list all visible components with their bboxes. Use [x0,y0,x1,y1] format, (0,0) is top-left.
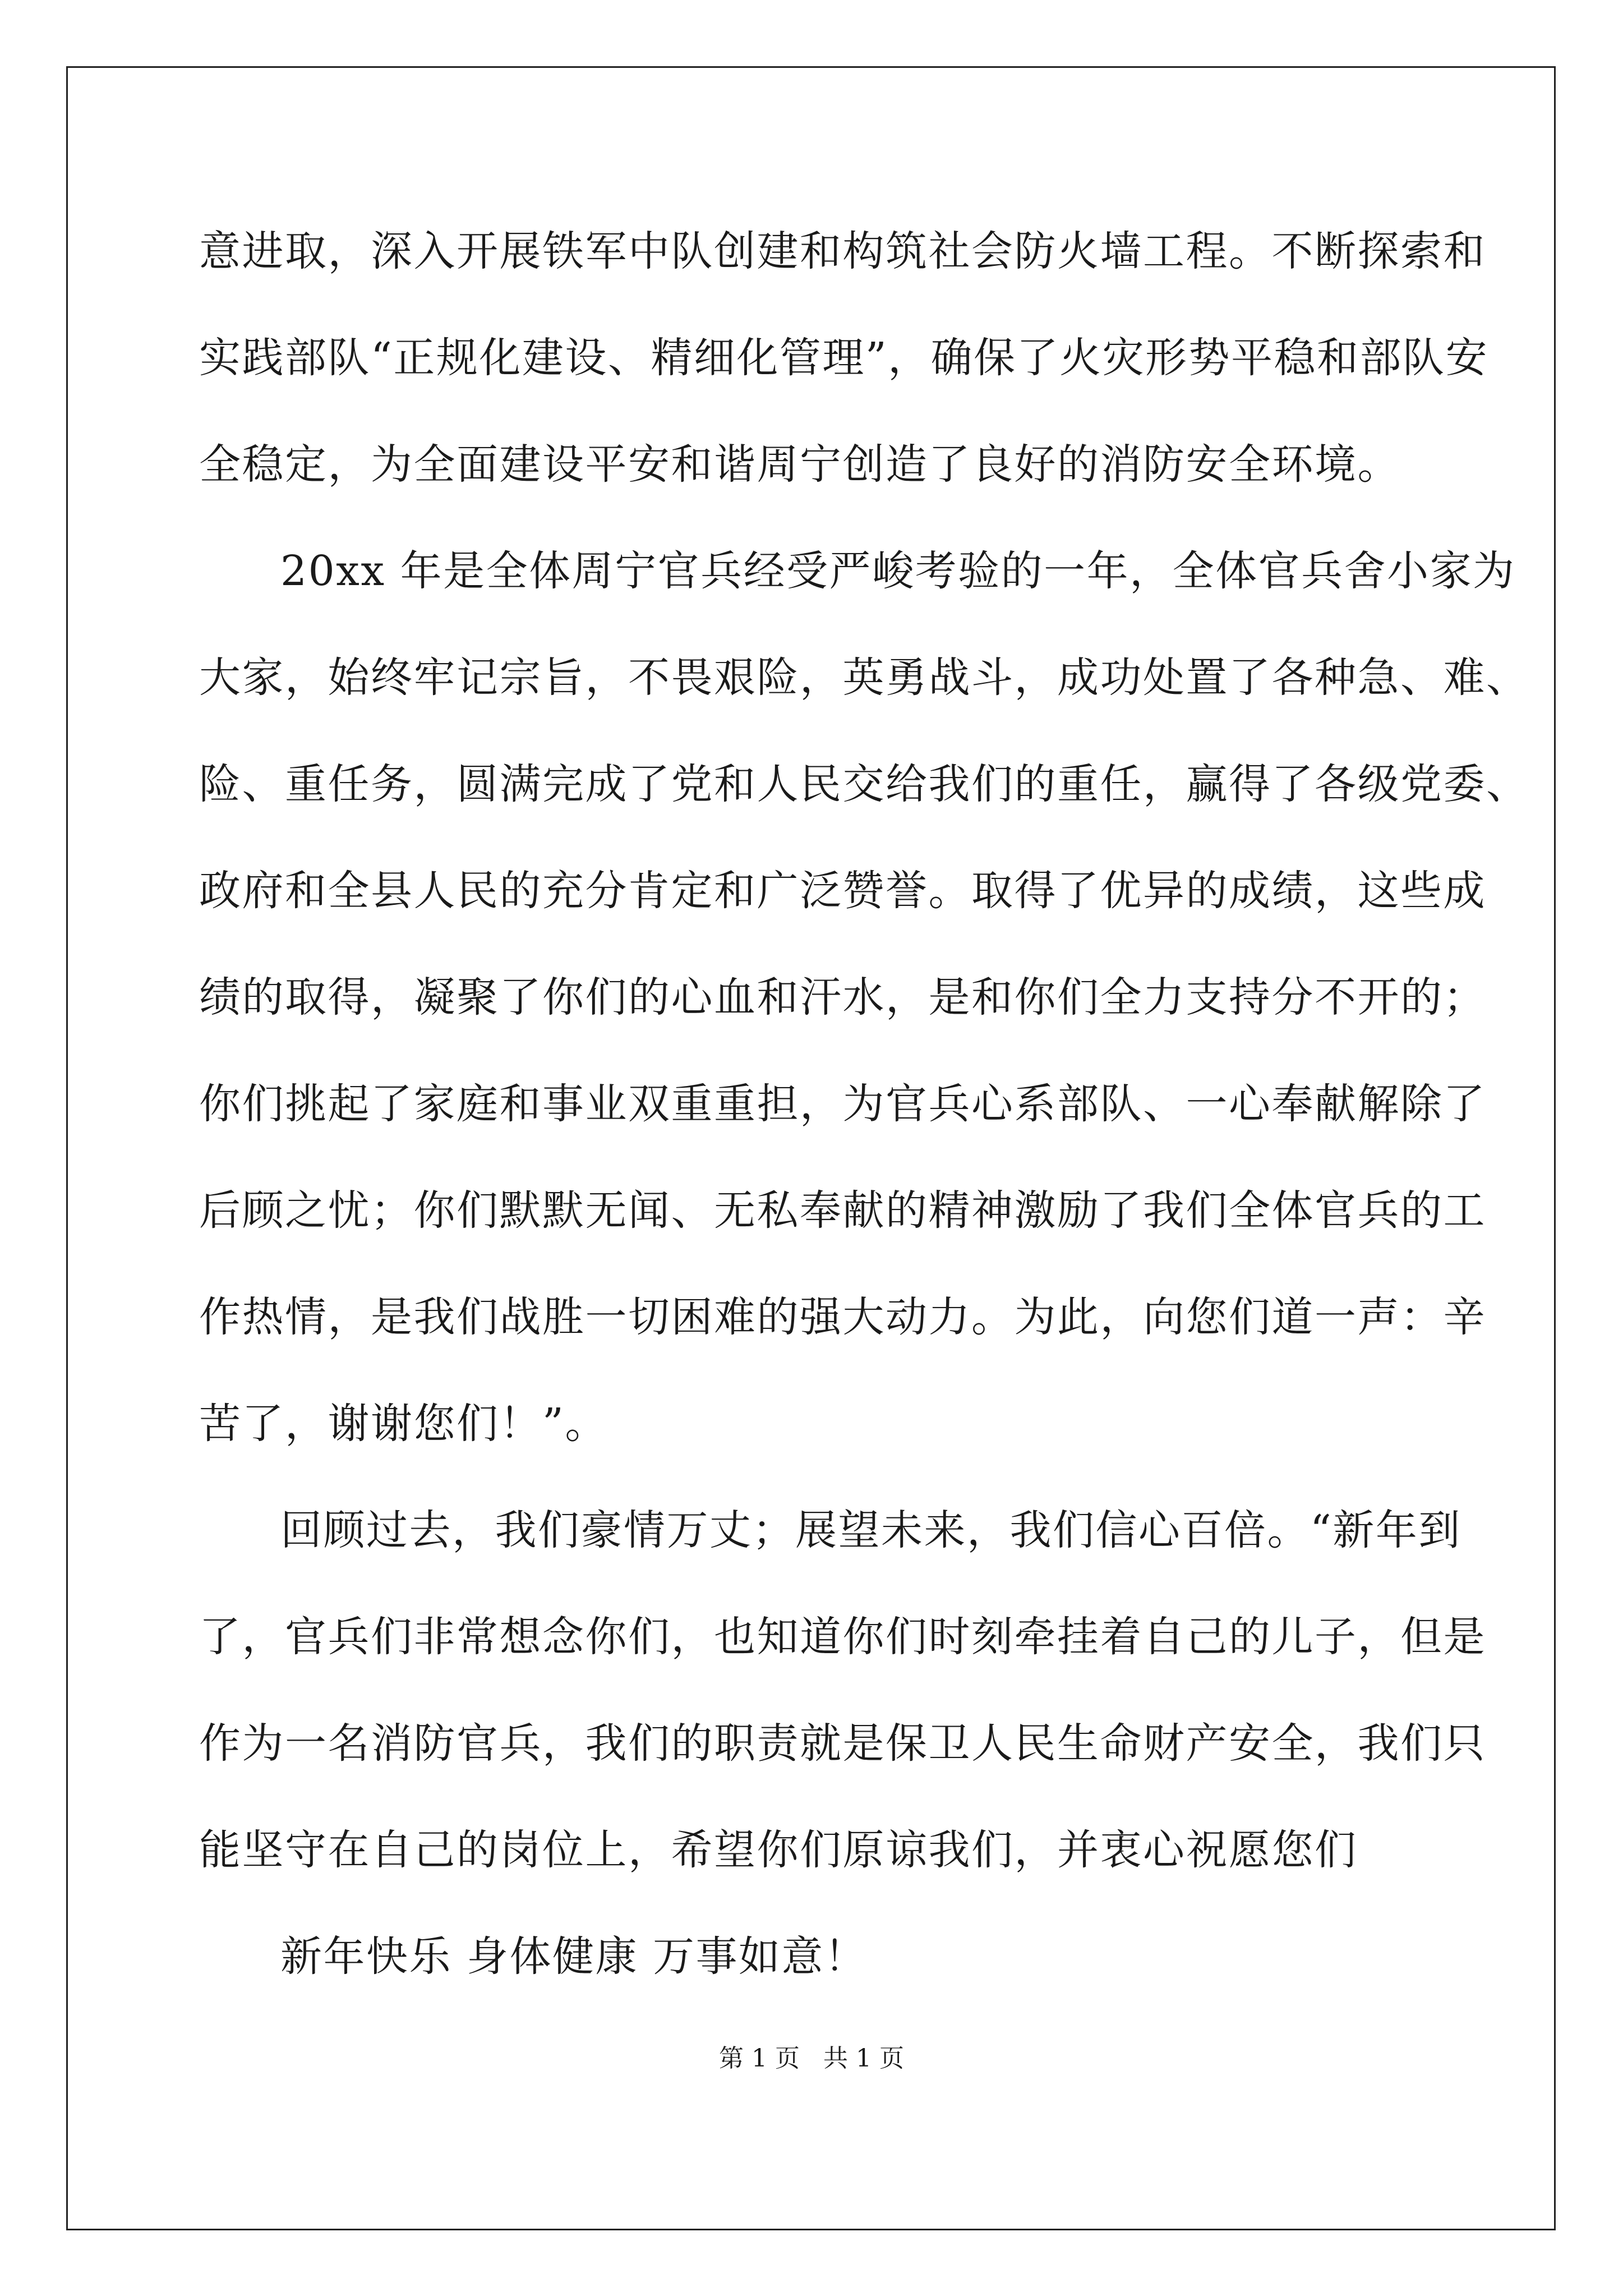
text-line: 你们挑起了家庭和事业双重重担，为官兵心系部队、一心奉献解除了 [199,1080,1486,1128]
text-line: 作热情，是我们战胜一切困难的强大动力。为此，向您们道一声：辛 [199,1293,1486,1341]
paragraph-start-line: 20xx 年是全体周宁官兵经受严峻考验的一年，全体官兵舍小家为 [280,547,1516,595]
text-line: 了，官兵们非常想念你们，也知道你们时刻牵挂着自己的儿子，但是 [199,1613,1486,1661]
text-line: 大家，始终牢记宗旨，不畏艰险，英勇战斗，成功处置了各种急、难、 [199,654,1529,702]
text-line: 能坚守在自己的岗位上，希望你们原谅我们，并衷心祝愿您们 [199,1826,1358,1874]
text-line: 绩的取得，凝聚了你们的心血和汗水，是和你们全力支持分不开的； [199,973,1486,1022]
text-line: 实践部队“正规化建设、精细化管理”，确保了火灾形势平稳和部队安 [199,334,1489,382]
page-border [66,66,1556,2230]
paragraph-start-line: 回顾过去，我们豪情万丈；展望未来，我们信心百倍。“新年到 [280,1506,1461,1554]
text-line: 后顾之忧；你们默默无闻、无私奉献的精神激励了我们全体官兵的工 [199,1186,1486,1235]
text-line: 作为一名消防官兵，我们的职责就是保卫人民生命财产安全，我们只 [199,1719,1486,1768]
text-line: 政府和全县人民的充分肯定和广泛赞誉。取得了优异的成绩，这些成 [199,867,1486,915]
text-line: 意进取，深入开展铁军中队创建和构筑社会防火墙工程。不断探索和 [199,227,1486,275]
closing-greeting: 新年快乐 身体健康 万事如意！ [280,1932,868,1981]
page-number-footer: 第 1 页 共 1 页 [719,2044,904,2073]
text-line: 苦了，谢谢您们！”。 [199,1400,608,1448]
text-line: 全稳定，为全面建设平安和谐周宁创造了良好的消防安全环境。 [199,440,1400,489]
text-line: 险、重任务，圆满完成了党和人民交给我们的重任，赢得了各级党委、 [199,760,1529,808]
